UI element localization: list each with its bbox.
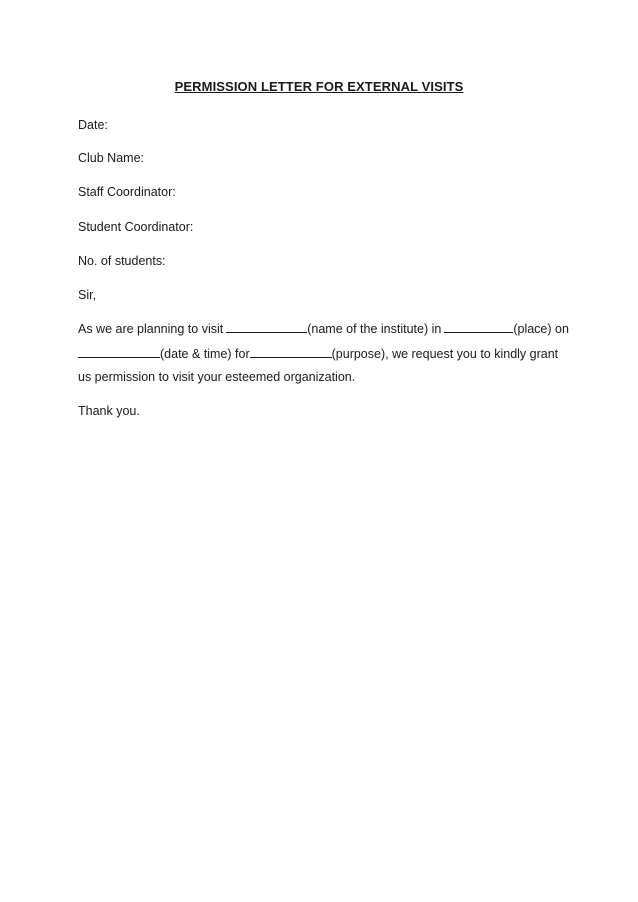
purpose-blank bbox=[250, 346, 332, 358]
closing: Thank you. bbox=[78, 404, 140, 418]
body-line-3: us permission to visit your esteemed organization. bbox=[78, 370, 356, 384]
body-line-1-part-3: (place) on bbox=[513, 322, 569, 336]
page-title: PERMISSION LETTER FOR EXTERNAL VISITS bbox=[174, 79, 464, 94]
body-line-1 bbox=[78, 321, 569, 337]
body-line-2-part-1: (date & time) for bbox=[160, 347, 250, 361]
date-field-label: Date: bbox=[78, 118, 108, 132]
date-time-blank bbox=[78, 346, 160, 358]
body-line-2 bbox=[78, 346, 558, 362]
body-line-2-part-2: (purpose), we request you to kindly grant bbox=[331, 347, 559, 361]
student-coordinator-field-label: Student Coordinator: bbox=[78, 220, 194, 234]
place-blank bbox=[444, 321, 513, 333]
club-name-field-label: Club Name: bbox=[78, 151, 144, 165]
body-line-1-part-1: As we are planning to visit bbox=[78, 322, 224, 336]
salutation: Sir, bbox=[78, 288, 97, 302]
no-of-students-field-label: No. of students: bbox=[78, 254, 166, 268]
staff-coordinator-field-label: Staff Coordinator: bbox=[78, 185, 176, 199]
institute-name-blank bbox=[226, 321, 307, 333]
body-line-1-part-2: (name of the institute) in bbox=[307, 322, 442, 336]
